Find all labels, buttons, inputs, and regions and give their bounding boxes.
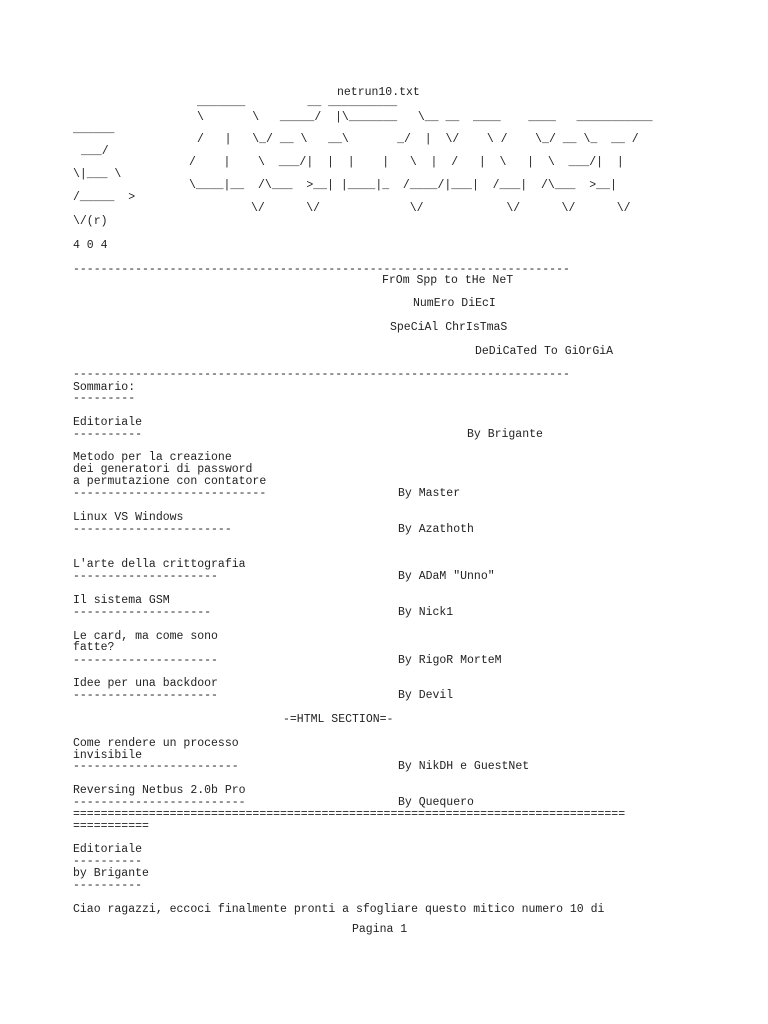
summary-entry-author: By Azathoth bbox=[398, 523, 474, 536]
summary-entry-title: Idee per una backdoor bbox=[73, 677, 218, 690]
dash-separator: ------------------------------------------------------------------------ bbox=[73, 369, 570, 381]
ascii-line: / | \ ___/| | | | \ | / | \ | \ ___/| | bbox=[189, 156, 624, 169]
summary-entry-rule: ----------------------- bbox=[73, 523, 232, 536]
summary-entry-author: By RigoR MorteM bbox=[398, 654, 502, 667]
ascii-line: /_____ > bbox=[73, 191, 136, 204]
ascii-line: \/ \/ \/ \/ \/ \/ bbox=[251, 202, 631, 215]
summary-entry-title: Linux VS Windows bbox=[73, 511, 184, 524]
summary-entry-title: Editoriale bbox=[73, 416, 143, 429]
page-number: Pagina 1 bbox=[352, 923, 408, 936]
editorial-title-rule: ---------- bbox=[73, 855, 143, 868]
equals-separator-tail: =========== bbox=[73, 820, 149, 833]
summary-entry-rule: ------------------------- bbox=[73, 796, 246, 809]
summary-entry-title: dei generatori di password bbox=[73, 463, 253, 476]
ascii-line: \|___ \ bbox=[73, 168, 122, 181]
ascii-line: \/(r) bbox=[73, 215, 108, 228]
summary-entry-author: By Brigante bbox=[467, 428, 543, 441]
document-filename: netrun10.txt bbox=[337, 86, 420, 99]
summary-entry-title: Il sistema GSM bbox=[73, 594, 170, 607]
title-line: FrOm Spp to tHe NeT bbox=[382, 274, 514, 287]
summary-entry-rule: ---------- bbox=[73, 428, 143, 441]
summary-entry-author: By Nick1 bbox=[398, 606, 454, 619]
summary-entry-rule: --------------------- bbox=[73, 654, 218, 667]
title-line: NumEro DiEcI bbox=[413, 297, 496, 310]
summary-entry-rule: -------------------- bbox=[73, 606, 212, 619]
summary-entry-rule: ---------------------------- bbox=[73, 487, 267, 500]
summary-entry-title: Come rendere un processo bbox=[73, 737, 239, 750]
summary-entry-title: Metodo per la creazione bbox=[73, 451, 232, 464]
html-section-marker: -=HTML SECTION=- bbox=[283, 713, 394, 726]
dash-separator: ------------------------------------------------------------------------ bbox=[73, 264, 570, 276]
summary-entry-author: By Devil bbox=[398, 689, 454, 702]
summary-entry-title: Reversing Netbus 2.0b Pro bbox=[73, 784, 246, 797]
ascii-line: \____|__ /\___ >__| |____|_ /____/|___| /___| /\___ >__| bbox=[189, 179, 617, 192]
editorial-byline: by Brigante bbox=[73, 867, 149, 880]
title-line: SpeCiAl ChrIsTmaS bbox=[390, 321, 508, 334]
summary-entry-author: By Master bbox=[398, 487, 461, 500]
ascii-line: _______ __ __________ bbox=[197, 96, 398, 109]
summary-entry-title: fatte? bbox=[73, 641, 115, 654]
ascii-line: \ \ _____/ |\_______ \__ __ ____ ____ ___________ bbox=[197, 111, 653, 124]
summary-entry-author: By ADaM "Unno" bbox=[398, 570, 495, 583]
editorial-byline-rule: ---------- bbox=[73, 879, 143, 892]
summary-heading-rule: --------- bbox=[73, 392, 136, 405]
ascii-line: ___/ bbox=[81, 145, 109, 158]
summary-entry-author: By Quequero bbox=[398, 796, 474, 809]
equals-separator: ================================================================================ bbox=[73, 809, 626, 821]
summary-entry-title: a permutazione con contatore bbox=[73, 475, 267, 488]
summary-entry-title: invisibile bbox=[73, 749, 143, 762]
editorial-title: Editoriale bbox=[73, 843, 143, 856]
summary-entry-author: By NikDH e GuestNet bbox=[398, 760, 530, 773]
summary-entry-title: Le card, ma come sono bbox=[73, 630, 218, 643]
summary-entry-title: L'arte della crittografia bbox=[73, 558, 246, 571]
summary-entry-rule: ------------------------ bbox=[73, 760, 239, 773]
summary-entry-rule: --------------------- bbox=[73, 689, 218, 702]
ascii-line: / | \_/ __ \ __\ _/ | \/ \ / \_/ __ \_ __ / bbox=[197, 133, 639, 146]
ascii-line: 4 0 4 bbox=[73, 239, 108, 252]
summary-heading: Sommario: bbox=[73, 381, 136, 394]
ascii-line: ______ bbox=[73, 123, 115, 136]
editorial-body-line: Ciao ragazzi, eccoci finalmente pronti a sfogliare questo mitico numero 10 di bbox=[73, 903, 605, 916]
dedication-line: DeDiCaTed To GiOrGiA bbox=[475, 345, 614, 358]
summary-entry-rule: --------------------- bbox=[73, 570, 218, 583]
